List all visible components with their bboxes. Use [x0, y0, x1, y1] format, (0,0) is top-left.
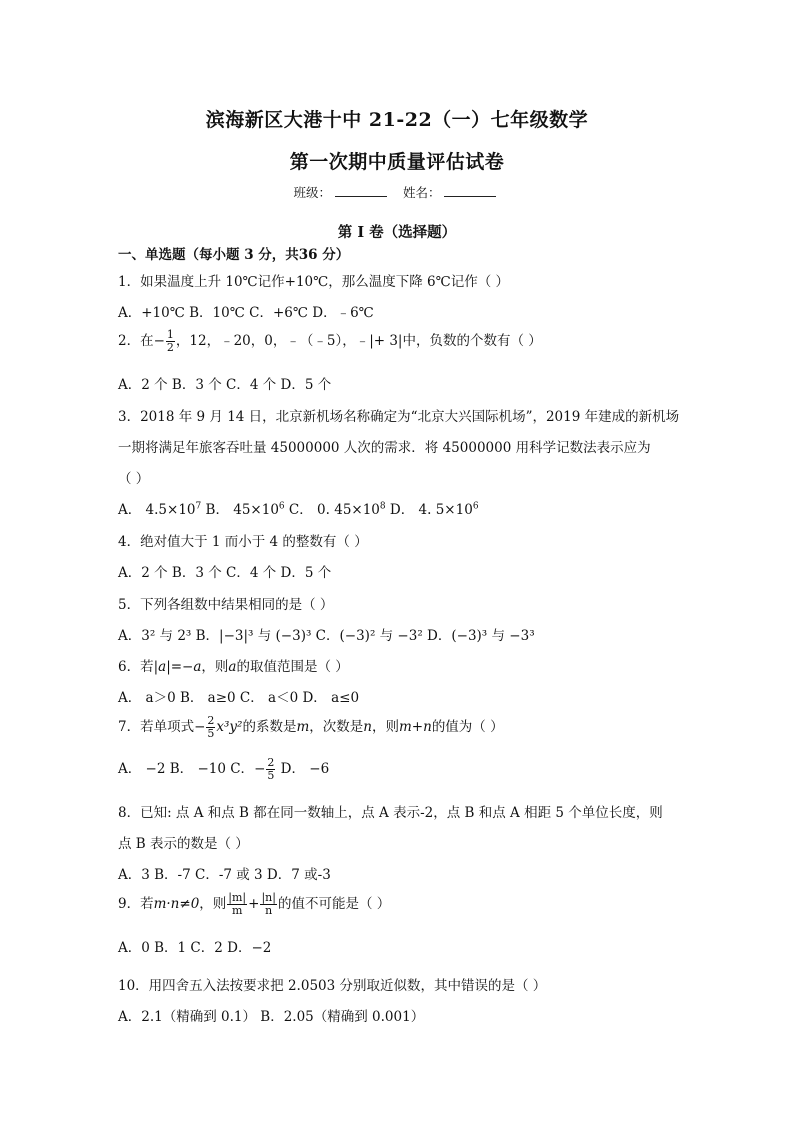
- q6-condition: |a|=−a: [153, 659, 202, 675]
- q9-suffix: 的值不可能是（ ）: [277, 896, 391, 912]
- q2-frac-den: 2: [166, 341, 174, 354]
- q7-frac-num: 2: [207, 714, 215, 727]
- q7-var-n: n: [363, 719, 372, 735]
- q7-option-c-fraction: [266, 757, 275, 782]
- q7-frac-sign: −: [194, 719, 206, 735]
- q7-text-coef: 的系数是: [242, 719, 297, 735]
- question-3-line2: 一期将满足年旅客吞吐量 45000000 人次的需求．将 45000000 用科学记数法表示应为: [118, 440, 651, 456]
- question-8-line2: 点 B 表示的数是（ ）: [118, 836, 249, 852]
- q7-option-c-den: 5: [267, 769, 275, 782]
- part-title: 第 I 卷（选择题）: [337, 224, 457, 241]
- q3-option-d-exp: 6: [472, 501, 479, 512]
- name-blank: [444, 185, 496, 197]
- q9-mid: ，则: [199, 896, 227, 912]
- class-blank: [335, 185, 387, 197]
- q2-suffix: ，12，﹣20，0，﹣（﹣5），﹣|+ 3|中，负数的个数有（ ）: [175, 333, 542, 349]
- q3-option-a: A． 4.5×10: [118, 502, 196, 518]
- question-1-options: A．+10℃ B．10℃ C．+6℃ D．﹣6℃: [118, 305, 374, 321]
- question-3-line1: 3．2018 年 9 月 14 日，北京新机场名称确定为“北京大兴国际机场”，2019 年建成的新机场: [118, 409, 680, 425]
- q3-option-b: B． 45×10: [201, 502, 279, 518]
- question-7-stem: [118, 715, 504, 740]
- question-2-options: A．2 个 B．3 个 C．4 个 D．5 个: [118, 377, 332, 393]
- q6-suffix: 的取值范围是（ ）: [236, 659, 349, 675]
- q3-option-a-exp: 7: [195, 501, 202, 512]
- q9-frac-m-num: |m|: [228, 891, 247, 904]
- question-10-stem: 10．用四舍五入法按要求把 2.0503 分别取近似数，其中错误的是（ ）: [118, 978, 547, 994]
- q9-prefix: 9．若: [118, 896, 154, 912]
- q2-fraction: [166, 329, 175, 354]
- q7-expr-mn: m+n: [399, 719, 432, 735]
- q7-text-then: ，则: [372, 719, 399, 735]
- question-3-line3: （ ）: [118, 471, 150, 487]
- question-9-stem: 9．若m·n≠0，则 $\frac{|m|}{m}$ + $\frac{|n|}{n}$ 的值不可能是（ ）: [118, 891, 391, 917]
- q2-frac-num: 1: [166, 328, 174, 341]
- class-label: 班级：: [293, 185, 332, 200]
- q7-prefix: 7．若单项式: [118, 719, 195, 735]
- exam-title: 滨海新区大港十中 21-22（一）七年级数学: [205, 109, 589, 131]
- student-info-line: [0, 183, 794, 201]
- question-1-stem: 1．如果温度上升 10℃记作+10℃，那么温度下降 6℃记作（ ）: [118, 274, 510, 290]
- q3-option-d: D． 4. 5×10: [385, 502, 473, 518]
- question-3-options: [118, 498, 479, 518]
- q7-options-abc: A． −2 B． −10 C．: [118, 761, 255, 777]
- question-2-stem: [118, 329, 542, 354]
- q7-option-c-num: 2: [267, 756, 275, 769]
- question-8-options: A．3 B．-7 C．-7 或 3 D．7 或-3: [118, 867, 331, 883]
- name-label: 姓名：: [402, 185, 441, 200]
- q9-frac-n-den: n: [265, 904, 273, 917]
- question-5-stem: 5．下列各组数中结果相同的是（ ）: [118, 597, 334, 613]
- q7-monomial: x³y²: [216, 719, 243, 735]
- question-6-options: A． a＞0 B． a≥0 C． a＜0 D． a≤0: [118, 690, 360, 706]
- question-7-options: A． −2 B． −10 C．− $\frac{2}{5}$ D． −6: [118, 756, 330, 782]
- q7-suffix: 的值为（ ）: [431, 719, 504, 735]
- q9-fraction-m: [227, 892, 247, 917]
- q9-condition: m·n≠0: [153, 896, 200, 912]
- q2-prefix: 2．在: [118, 333, 154, 349]
- question-5-options: A．3² 与 2³ B．|−3|³ 与 (−3)³ C．(−3)² 与 −3² D．(−3)³ 与 −3³: [118, 628, 535, 644]
- q3-option-c-exp: 8: [379, 501, 386, 512]
- q6-prefix: 6．若: [118, 659, 154, 675]
- q3-option-b-exp: 6: [278, 501, 285, 512]
- question-10-options: A．2.1（精确到 0.1） B．2.05（精确到 0.001）: [118, 1009, 425, 1025]
- q9-frac-n-num: |n|: [261, 891, 276, 904]
- q6-mid: ，则: [201, 659, 229, 675]
- question-4-stem: 4．绝对值大于 1 而小于 4 的整数有（ ）: [118, 534, 368, 550]
- q7-fraction: [206, 715, 215, 740]
- exam-subtitle: 第一次期中质量评估试卷: [289, 151, 505, 173]
- question-9-options: A．0 B．1 C．2 D．−2: [118, 940, 272, 956]
- q7-text-degree: ，次数是: [309, 719, 364, 735]
- q9-frac-m-den: m: [232, 904, 243, 917]
- question-8-line1: 8．已知: 点 A 和点 B 都在同一数轴上，点 A 表示-2，点 B 和点 A 相距 5 个单位长度，则: [118, 805, 663, 821]
- q3-option-c: C． 0. 45×10: [284, 502, 380, 518]
- section-title: 一、单选题（每小题 3 分，共36 分）: [118, 247, 350, 263]
- q7-frac-den: 5: [207, 727, 215, 740]
- question-6-stem: [118, 655, 349, 675]
- q7-var-m: m: [296, 719, 310, 735]
- q7-option-d: D． −6: [276, 761, 330, 777]
- q2-frac-sign: −: [153, 333, 165, 349]
- q9-fraction-n: [260, 892, 277, 917]
- q6-variable: a: [228, 659, 237, 675]
- question-4-options: A．2 个 B．3 个 C．4 个 D．5 个: [118, 565, 332, 581]
